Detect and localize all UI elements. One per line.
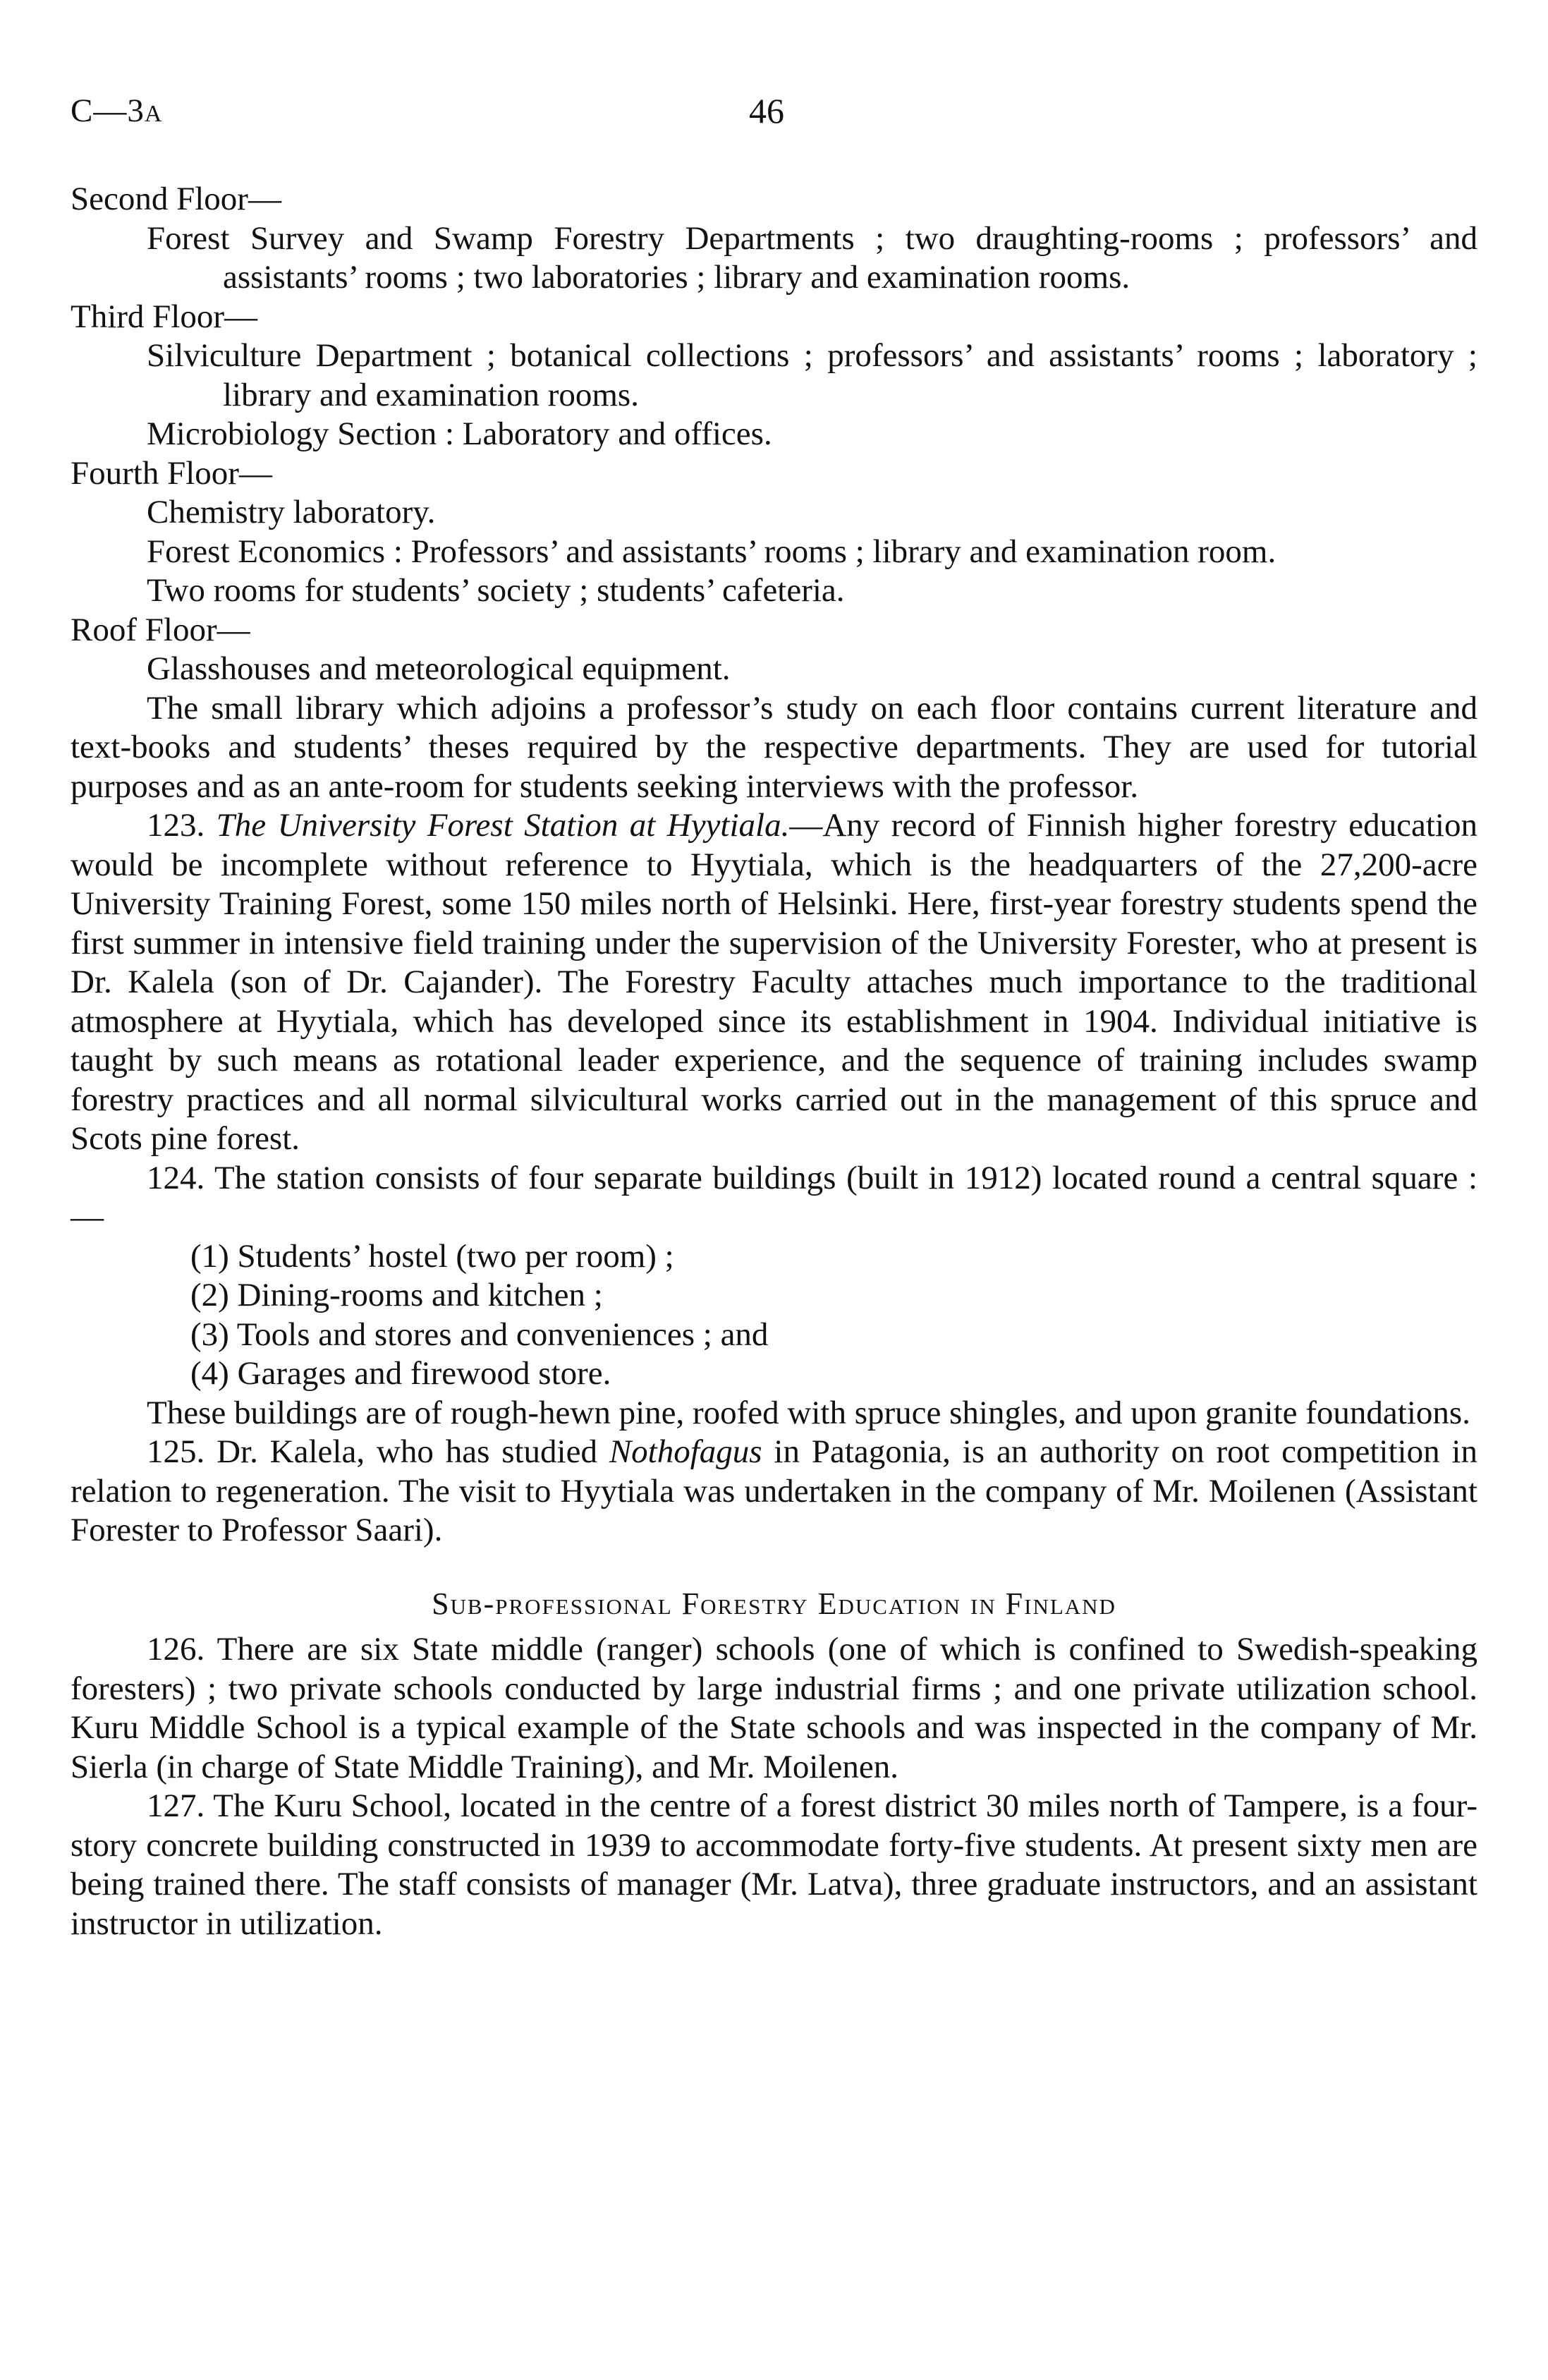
species-name: Nothofagus	[609, 1433, 762, 1470]
list-item: (3) Tools and stores and conveniences ; and	[190, 1316, 769, 1353]
document-page	[71, 92, 1477, 1943]
paragraph-125: 125. Dr. Kalela, who has studied Nothofagus in Patagonia, is an authority on root competition in relation to regeneration. The visit to Hyytiala was undertaken in the company of Mr. Moilenen (Assistant Forester to Professor Saari).	[71, 1433, 1477, 1548]
floor-description: Silviculture Department ; botanical collections ; professors’ and assistants’ rooms ; laboratory ; library and examination rooms.	[147, 337, 1477, 413]
floor-description: Two rooms for students’ society ; students’ cafeteria.	[147, 572, 845, 609]
list-item: (4) Garages and firewood store.	[190, 1355, 611, 1392]
floor-description: Forest Survey and Swamp Forestry Departments ; two draughting-rooms ; professors’ and assistants’ rooms ; two laboratories ; library and examination rooms.	[147, 219, 1477, 296]
paragraph-buildings: These buildings are of rough-hewn pine, roofed with spruce shingles, and upon granite foundations.	[147, 1394, 1470, 1431]
floor-description: Chemistry laboratory.	[147, 494, 436, 530]
floor-description: Glasshouses and meteorological equipment.	[147, 650, 731, 687]
floor-list	[71, 180, 1477, 689]
page-header	[71, 92, 1477, 145]
buildings-list	[71, 1237, 1477, 1394]
floor-description: Microbiology Section : Laboratory and offices.	[147, 415, 772, 452]
paragraph-127: 127. The Kuru School, located in the centre of a forest district 30 miles north of Tampere, is a four-story concrete building constructed in 1939 to accommodate forty-five students. At present sixty men are being trained there. The staff consists of manager (Mr. Latva), three graduate instructors, and an assistant instructor in utilization.	[71, 1787, 1477, 1942]
paragraph-126: 126. There are six State middle (ranger) schools (one of which is confined to Swedish-speaking foresters) ; two private schools conducted by large industrial firms ; and one private utilization school. Kuru Middle School is a typical example of the State schools and was inspected in the company of Mr. Sierla (in charge of State Middle Training), and Mr. Moilenen.	[71, 1631, 1477, 1785]
paragraph-123: 123. The University Forest Station at Hyytiala.—Any record of Finnish higher forestry education would be incomplete without reference to Hyytiala, which is the headquarters of the 27,200-acre University Training Forest, some 150 miles north of Helsinki. Here, first-year forestry students spend the first summer in intensive field training under the supervision of the University Forester, who at present is Dr. Kalela (son of Dr. Cajander). The Forestry Faculty attaches much importance to the traditional atmosphere at Hyytiala, which has developed since its establishment in 1904. Individual initiative is taught by such means as rotational leader experience, and the sequence of training includes swamp forestry practices and all normal silvicultural works carried out in the management of this spruce and Scots pine forest.	[71, 807, 1477, 1157]
floor-label: Second Floor—	[71, 181, 281, 217]
list-item: (2) Dining-rooms and kitchen ;	[190, 1277, 603, 1313]
floor-label: Roof Floor—	[71, 611, 250, 648]
floor-label: Third Floor—	[71, 298, 258, 335]
paragraph-124: 124. The station consists of four separate buildings (built in 1912) located round a central square :—	[71, 1159, 1477, 1235]
floor-label: Fourth Floor—	[71, 454, 272, 492]
document-code: C—3A	[71, 92, 163, 129]
section-heading: Sub-professional Forestry Education in Finland	[432, 1586, 1116, 1621]
paragraph-123-title: The University Forest Station at Hyytiala.	[216, 807, 790, 844]
paragraph-library: The small library which adjoins a professor’s study on each floor contains current literature and text-books and students’ theses required by the respective departments. They are used for tutorial purposes and as an ante-room for students seeking interviews with the professor.	[71, 689, 1477, 805]
floor-description: Forest Economics : Professors’ and assistants’ rooms ; library and examination room.	[147, 533, 1276, 570]
page-number: 46	[749, 91, 784, 130]
list-item: (1) Students’ hostel (two per room) ;	[190, 1237, 674, 1275]
